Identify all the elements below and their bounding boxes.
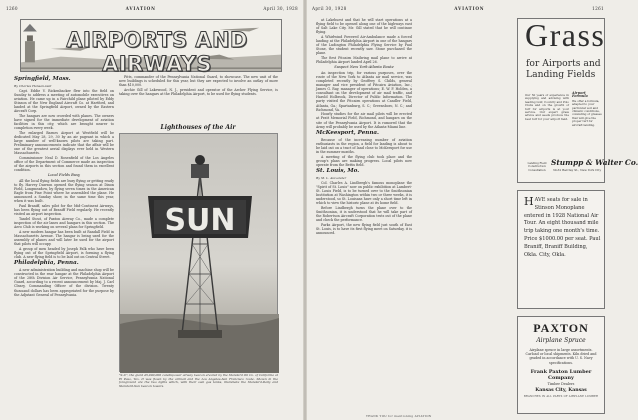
paragraph: Col. Charles A. Lindbergh's famous monoplane the "Spirit of St. Louis" now on public exhibition at Lambert-St. Louis Field, is to be turned over to the Smithsonian Institution at Washington within two or three weeks, it is understood, so St. Louisans have only a short time left in which to view the historic plane at its home field. bbox=[316, 180, 412, 206]
paragraph: Capt. Eddie V. Rickenbacker flew into the field on Sunday to address a meeting of automobile executives on aviation. He came up in a Fairchild plane piloted by Eddy Stinson of the New England Aircraft Co. at Hartford, and landed at the Springfield Airport, owned by the Eastern Aircraft Corp. bbox=[14, 88, 114, 114]
section-heading: McKeesport, Penna. bbox=[316, 129, 379, 136]
section-heading: Philadelphia, Penna. bbox=[14, 260, 79, 267]
subsection-heading: Local Fields Busy bbox=[47, 173, 81, 178]
paragraph: Parks Airport, the new flying field just south of East St. Louis, is to have its first flying meet on Saturday, it is announced. bbox=[316, 222, 412, 235]
right-running-title: AVIATION bbox=[454, 5, 485, 11]
left-column-2 bbox=[119, 75, 278, 121]
grass-ad-title: Grass bbox=[525, 17, 606, 53]
stumpp-walter-name: Stumpp & Walter Co. bbox=[551, 158, 638, 167]
left-page-number: 1260 bbox=[6, 5, 18, 11]
paragraph: A Whirlwind Powered Air-Ambulance made a forced landing at the Philadelphia Airport in one of the hangars of the Ludington Philadelphia Flying Service by Paul Stone, the student recently saw. Stone purchased the plane. bbox=[316, 34, 412, 56]
paragraph: Archie Gill of Lakewood, N. J., president and operator of the Archer Flying Service, is taking over the hangars at the Philadelphia Airport, to be used for flying students. bbox=[119, 87, 278, 96]
paragraph: Commissioner Neal D. Rosenfield of the Los Angeles office of the Department of Commerce made an inspection of the airports in this section and found them in excellent condition. bbox=[14, 155, 114, 173]
paragraph: A new administration building and machine shop will be constructed in the rear hangar at the Philadelphia Airport of the 28th Division Air Service, Pennsylvania National Guard, according to a recent announcement by Maj. J. Carl Cleary, Commanding Officer of the division. Twenty thousand dollars has been appropriated for the purpose by the Adjutant General of Pennsylvania. bbox=[14, 268, 114, 297]
paragraph: Pitts, commander of the Pennsylvania National Guard, to showcase. The new unit of the new buildings is scheduled for this year, but they are expected to involve an outlay of more than $10,000. bbox=[119, 75, 278, 88]
paragraph: All the local flying fields are busy flying or getting ready to fly. Harvey Dawson opened the flying season at Dixon Field, Longmeadow, by flying seven times in the American Eagle from Pine Point where he assembled the plane. He announced a Sunday show, in the same time this year, when it was built. bbox=[14, 178, 114, 204]
left-column-1 bbox=[14, 75, 114, 417]
right-running-head bbox=[312, 4, 604, 12]
paxton-advertisement bbox=[517, 316, 605, 414]
right-footer: THANK YOU for mentioning AVIATION bbox=[366, 414, 432, 418]
paragraph: Tandel Stout, of Paxton Airway Co., made a complete inspection of the air lanes and hangars in this section. The Aero Club is working on several plans for Springfield. bbox=[14, 216, 114, 230]
paragraph: Because of the increasing number of aviation enthusiasts in the region, a field for landing is about to be laid out on a tract of land close to McKeesport for use in the summer months. bbox=[316, 137, 412, 154]
paragraph: The enlarged Barnes Airport at Westfield will be dedicated May 28, 29, 30 by an air pageant in which a large number of well-known pilots are taking part. Preliminary announcements indicate that the affair will be one of the greatest aerial displays ever held in Western Massachusetts. bbox=[14, 130, 114, 156]
section-heading: Springfield, Mass. bbox=[14, 76, 71, 82]
left-page bbox=[0, 0, 304, 420]
paragraph: A new modern hangar has been built at Randall Field in Massachusetts Avenue. The hangar is being used for the assembly of planes and will later be used for the airport that pilots will occupy. bbox=[14, 229, 114, 247]
airports-airways-banner bbox=[20, 19, 282, 76]
paragraph: at Lakehurst and that he will start operations at a flying field to be opened along one of the highways east of Salt Lake City. Mr. Gill stated that he will continue flying. bbox=[316, 18, 412, 35]
byline: By M. L. Alexander bbox=[316, 175, 347, 180]
stumpp-walter-logo bbox=[551, 158, 638, 176]
paragraph: Before Lindbergh turns the plane over to the Smithsonian, it is understood that he will take part of the Robertson Aircraft Corporation tests out of the plane and check the performance. bbox=[316, 205, 412, 223]
stinson-ad-body: AVE seats for sale in Stinson Monoplane entered in 1928 National Air Tour. An eight thousand mile trip taking one month's time. Price $1000.00 per seat. Paul Braniff, Braniff Building, Okla. City, Okla. bbox=[524, 197, 601, 258]
stinson-ad-dropcap: H bbox=[524, 195, 534, 208]
subsection-heading: Suspect New York-Atlanta Route bbox=[334, 65, 394, 70]
paxton-city: Kansas City, Kansas bbox=[535, 387, 587, 393]
grass-ad-subtitle: for Airports and Landing Fields bbox=[526, 58, 601, 80]
left-running-title: AVIATION bbox=[125, 5, 156, 11]
grass-ad-formula-body: We offer a formula, adapted to your particular soil and climatic conditions, consisting of grasses that will give the proper turf for aircraft landing. bbox=[572, 98, 602, 127]
beacon-caption: "S-U", the giant 45,000,000 candlepower airway beacon erected by the Standard Oil Co. of California at El Paso, Tex. It was flown by the airmail and the Los Angeles-San Francisco route. Shown in the foreground are the two lights which, with their own gas tanks, illuminate the Standard-Daily and Standard-Sun beacon towers. bbox=[119, 373, 278, 389]
paragraph: The first Pitcairn Mailwing mail plane to arrive at Philadelphia Airport landed April 26. bbox=[316, 56, 412, 65]
grass-advertisement bbox=[517, 17, 638, 183]
section-heading: St. Louis, Mo. bbox=[316, 167, 360, 174]
right-column-1 bbox=[316, 18, 412, 416]
left-running-head bbox=[6, 4, 298, 12]
paragraph: A group of men headed by Joseph Falk who have been flying out of the Springfield Airport, is forming a flying club. A new flying field is to be laid out on Central Street. bbox=[14, 246, 114, 259]
right-page bbox=[306, 0, 638, 420]
grass-ad-left-text: Landing Field Construction Consultation bbox=[527, 161, 547, 172]
paxton-body: Airplane spruce in large assortments. Carload or local shipments. Kiln dried and graded in accordance with U. S. Navy specifications. bbox=[525, 348, 597, 365]
stinson-ad-text bbox=[524, 197, 602, 259]
paragraph: The hangars are now crowded with planes. The owners have signed for the immediate development of aviation facilities in this city, which are brought nearer to completion every week. bbox=[14, 113, 114, 131]
paxton-branches: BRANCHES IN ALL PARTS OF AIRPLANE LUMBER bbox=[523, 394, 599, 398]
paxton-tagline: Airplane Spruce bbox=[536, 337, 586, 344]
grass-ad-body: Our 50 years of experience in supplying and advising with leading Golf, Country and Polo Clubs and on the growth of turf for airports is at your service. Our expert grass advice and seeds produce the best turf for your airport field. bbox=[525, 93, 569, 121]
banner-title: AIRPORTS AND AIRWAYS bbox=[66, 28, 248, 76]
left-date: April 30, 1928 bbox=[263, 5, 298, 11]
beacon-sign-letters: SUN bbox=[164, 203, 236, 238]
right-date: April 30, 1928 bbox=[312, 5, 347, 11]
stinson-seats-advertisement bbox=[517, 190, 605, 309]
paragraph: A meeting of the flying club took place and the group's plans are making progress. Local pilots now operate from the Bettis field. bbox=[316, 154, 412, 167]
grass-ad-formula-title: Airport Formula bbox=[572, 91, 588, 99]
right-page-number: 1261 bbox=[592, 5, 604, 11]
grass-ad-formula bbox=[572, 92, 602, 127]
stumpp-walter-address: 30-32 Barclay St., New York City bbox=[552, 168, 602, 172]
paragraph: Hourly studies for the air mail pilots will be erected at Pratt Memorial Field, Richmond, and hangars on the site of the Pennsylvania Airport. It is rumored that the Army will probably be used by the Atlanta-Miami line. bbox=[316, 112, 412, 129]
paxton-name: PAXTON bbox=[533, 321, 589, 335]
paragraph: Paul Braniff, sales pilot for the Mid-Continent Airways, has been flying out of Braniff Field regularly. He recently visited an airport inspection. bbox=[14, 204, 114, 217]
lighthouse-section-title: Lighthouses of the Air bbox=[160, 124, 236, 131]
paxton-company: Frank Paxton Lumber Company bbox=[530, 368, 592, 381]
beacon-tower-illustration bbox=[120, 134, 279, 373]
byline: By Charles Hansen-Gell bbox=[14, 84, 52, 88]
paxton-company-sub: Timber Dealers bbox=[547, 381, 575, 386]
paragraph: An inspection trip, for various purposes, over the route of the New York to Atlanta air mail service, was completed recently by Geoffrey S. Childs, general manager and vice president of Pitcairn Aviation, Inc.; James G. Ray, manager of operations; E. W. F. Holden, a consultant on the development of air mail traffic, and Harold Holbrook, Director of Public Information. The party visited the Pitcairn operations at Candler Field, Atlanta, Ga.; Spartanburg, S. C.; Greensboro, N. C.; and Richmond, Va. bbox=[316, 70, 412, 112]
beacon-photo bbox=[119, 133, 278, 372]
